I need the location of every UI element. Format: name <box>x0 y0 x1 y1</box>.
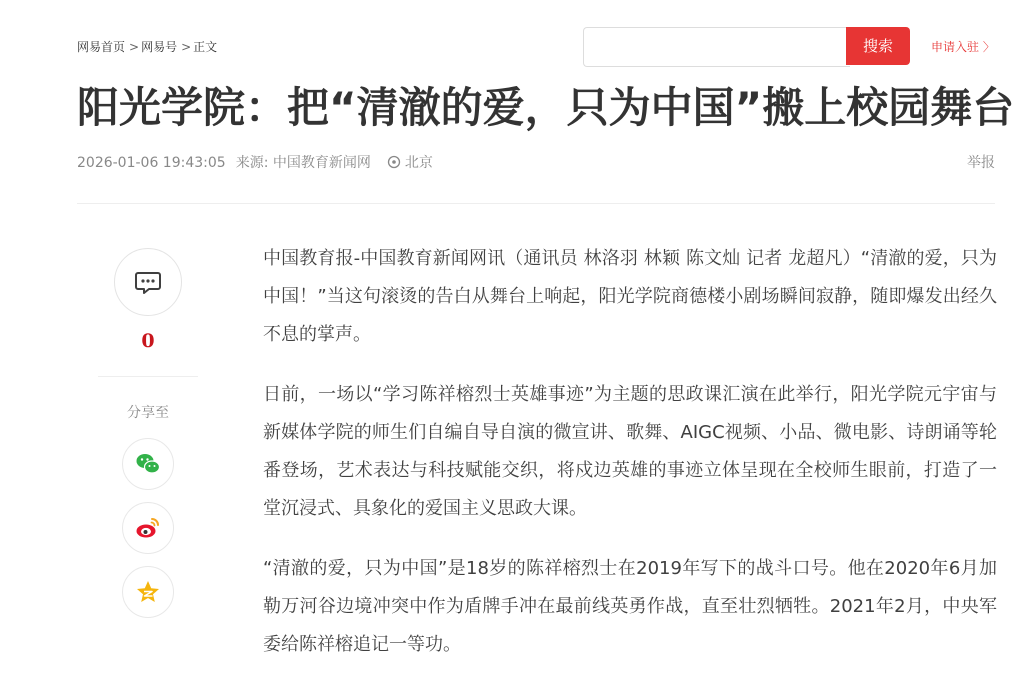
article-body <box>263 240 997 686</box>
article-location: 北京 <box>404 155 433 171</box>
search-button[interactable]: 搜索 <box>846 27 910 65</box>
publish-datetime: 2026-01-06 19:43:05 <box>77 155 226 171</box>
comment-icon <box>134 268 162 296</box>
breadcrumb-section[interactable]: 网易号 <box>141 40 178 54</box>
article-meta <box>77 152 433 172</box>
comment-button[interactable] <box>114 248 182 316</box>
article-paragraph: “清澈的爱，只为中国”是18岁的陈祥榕烈士在2019年写下的战斗口号。他在2020年6月加勒万河谷边境冲突中作为盾牌手冲在最前线英勇作战，直至壮烈牺牲。2021年2月，中央军委给陈祥榕追记一等功。 <box>263 558 997 655</box>
search-bar <box>583 27 910 65</box>
qzone-icon <box>135 579 161 605</box>
comment-count[interactable]: 0 <box>141 330 155 352</box>
share-wechat-button[interactable] <box>122 438 174 490</box>
share-weibo-button[interactable] <box>122 502 174 554</box>
article-source: 来源: 中国教育新闻网 <box>235 155 371 171</box>
location-pin-icon <box>387 155 401 169</box>
breadcrumb-separator: > <box>129 40 140 54</box>
breadcrumb-home[interactable]: 网易首页 <box>77 40 126 54</box>
report-link[interactable]: 举报 <box>967 155 995 171</box>
search-input[interactable] <box>583 27 850 67</box>
header-divider <box>77 203 995 204</box>
breadcrumb <box>77 38 219 55</box>
share-qzone-button[interactable] <box>122 566 174 618</box>
wechat-icon <box>135 451 161 477</box>
share-label: 分享至 <box>127 405 169 421</box>
page-title: 阳光学院：把“清澈的爱，只为中国”搬上校园舞台 <box>77 83 1015 132</box>
breadcrumb-separator: > <box>181 40 192 54</box>
sidebar-divider <box>98 376 198 377</box>
apply-join-link[interactable]: 申请入驻 〉 <box>931 40 995 54</box>
weibo-icon <box>135 515 161 541</box>
article-paragraph: 日前，一场以“学习陈祥榕烈士英雄事迹”为主题的思政课汇演在此举行，阳光学院元宇宙与新媒体学院的师生们自编自导自演的微宣讲、歌舞、AIGC视频、小品、微电影、诗朗诵等轮番登场，艺术表达与科技赋能交织，将戍边英雄的事迹立体呈现在全校师生眼前，打造了一堂沉浸式、具象化的爱国主义思政大课。 <box>263 384 997 519</box>
article-paragraph: 中国教育报-中国教育新闻网讯（通讯员 林洛羽 林颖 陈文灿 记者 龙超凡）“清澈的爱，只为中国！”当这句滚烫的告白从舞台上响起，阳光学院商德楼小剧场瞬间寂静，随即爆发出经久不息的掌声。 <box>263 248 997 345</box>
breadcrumb-current: 正文 <box>193 40 218 54</box>
